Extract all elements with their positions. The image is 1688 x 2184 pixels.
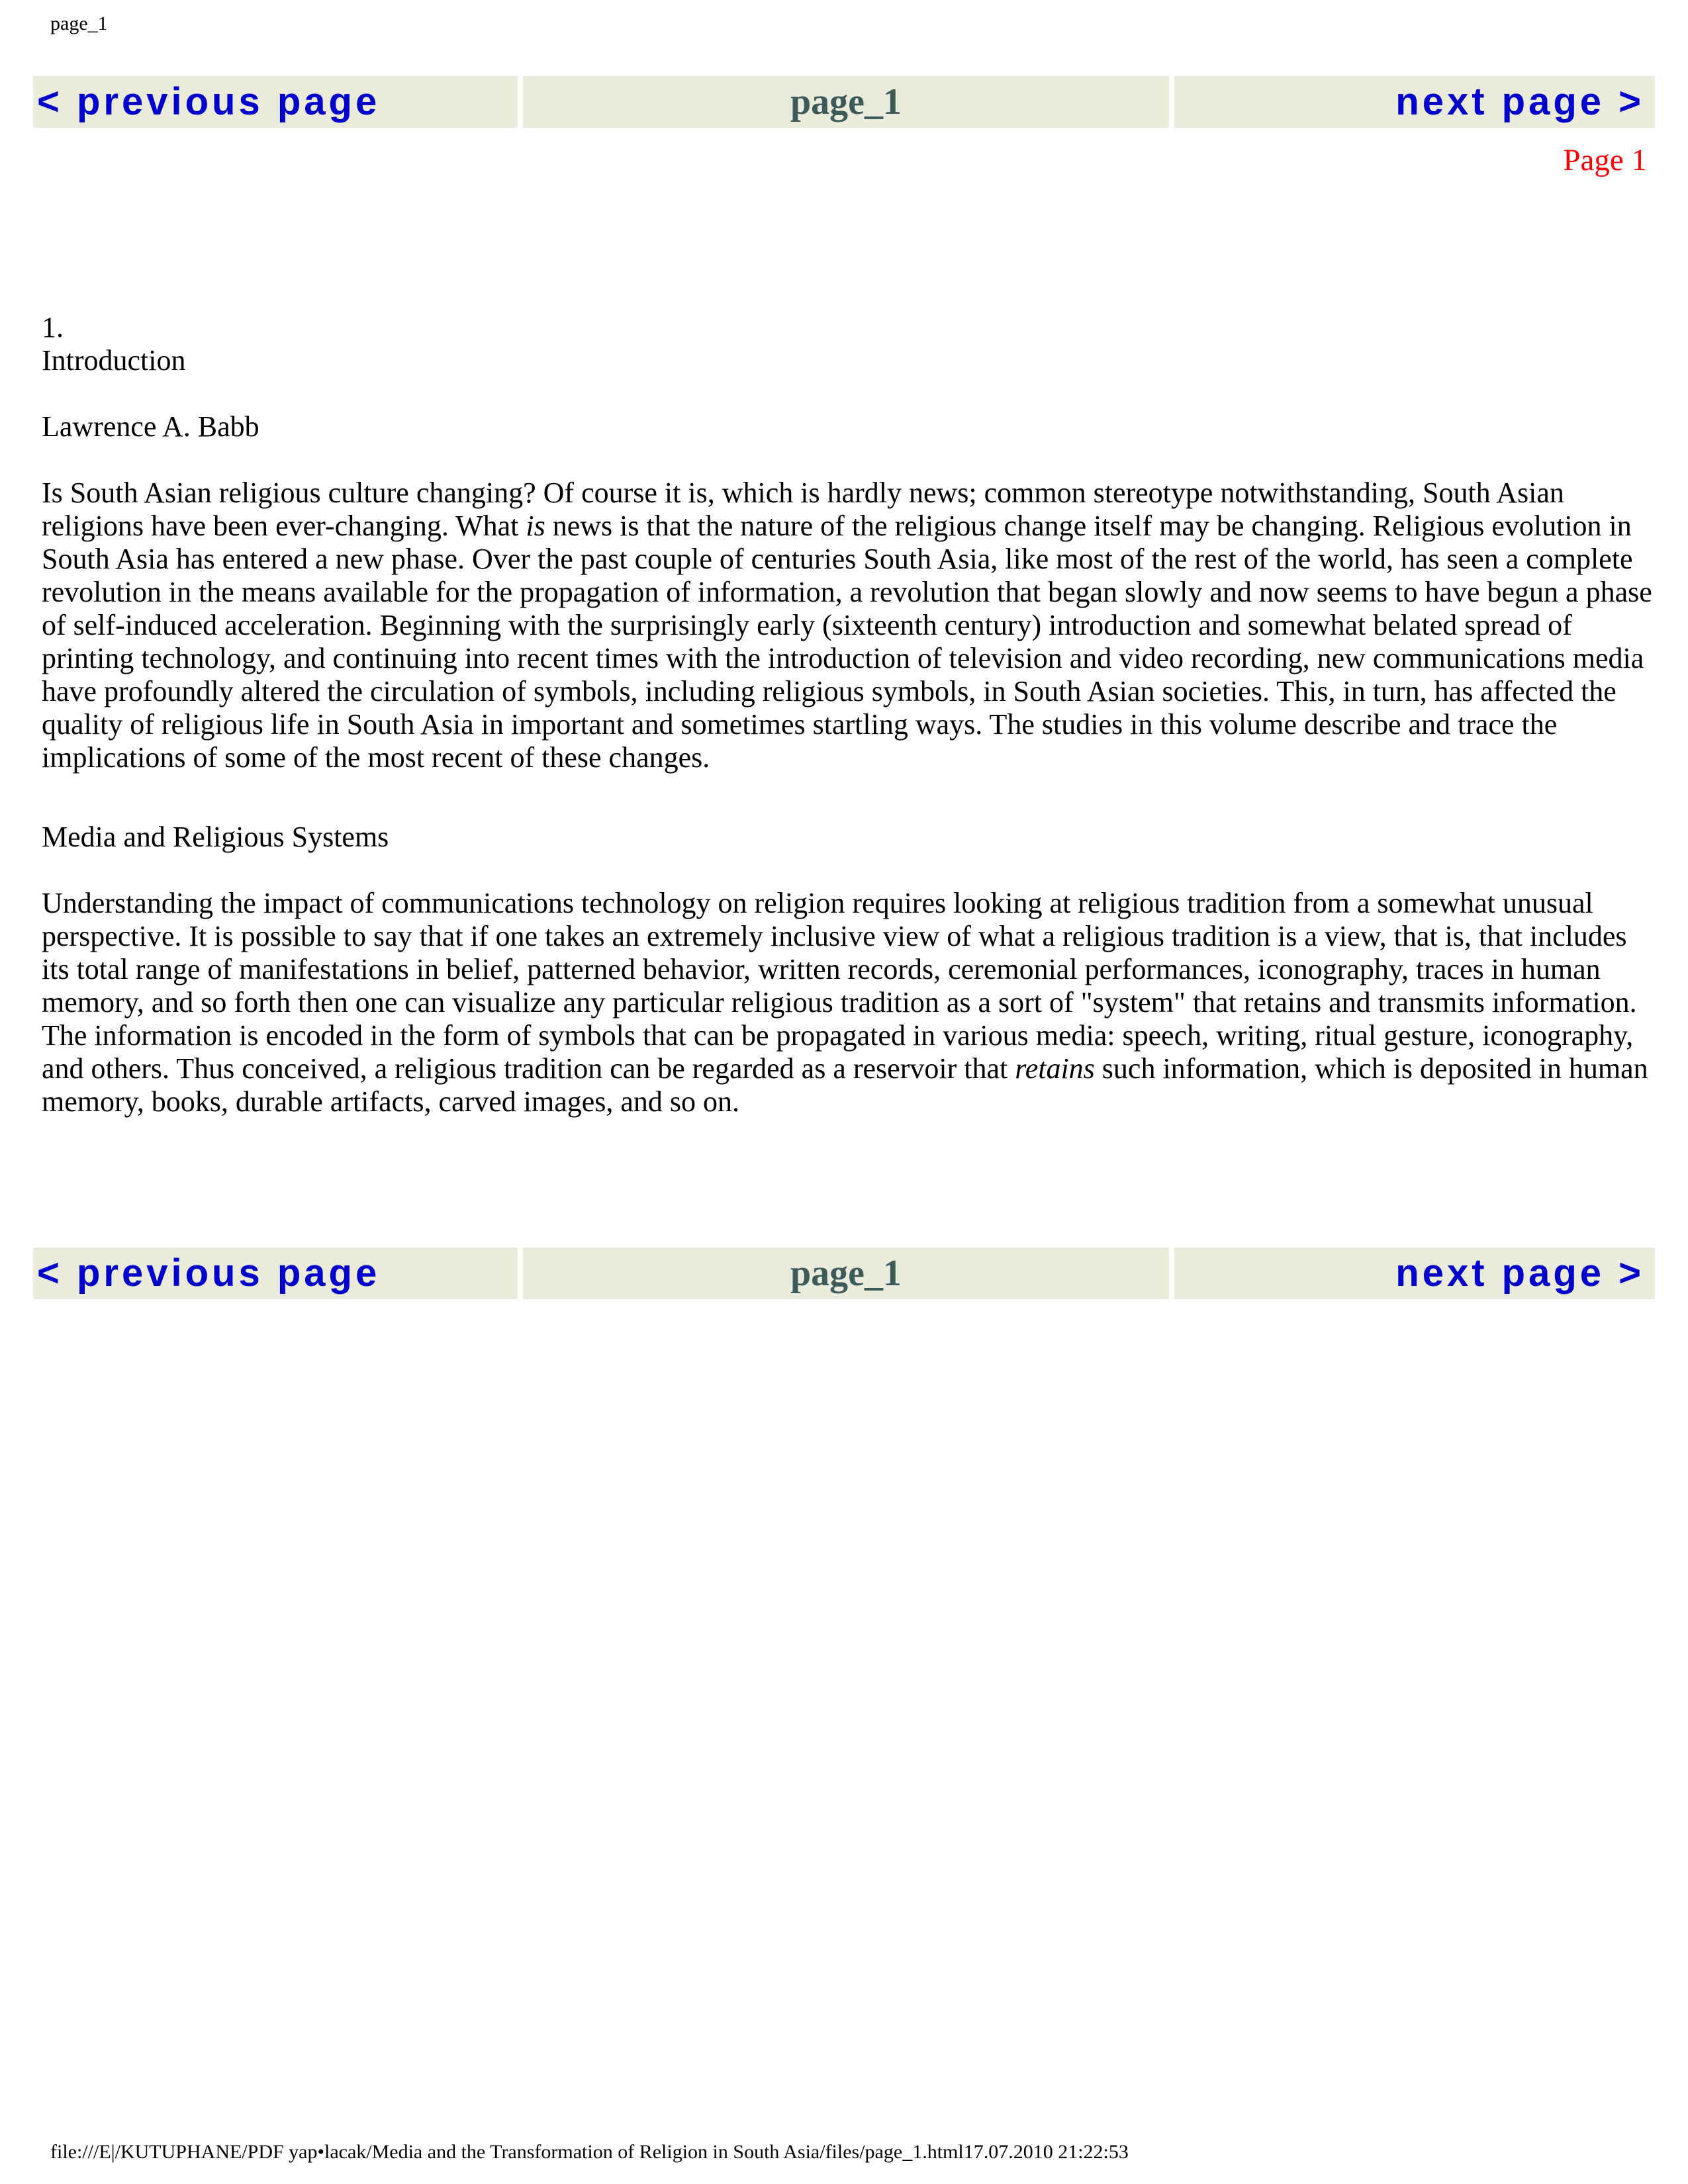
current-page-cell [523,76,1169,128]
paragraph-text: Understanding the impact of communications technology on religion requires looking at religious tradition from a somewhat unusual perspective. It is possible to say that if one takes an extremely inclusive view of what a religious tradition is a view, that is, that includes its total range of manifestations in belief, patterned behavior, written records, ceremonial performances, iconography, traces in human memory, and so forth then one can visualize any particular religious tradition as a sort of "system" that retains and transmits information. The information is encoded in the form of symbols that can be propagated in various media: speech, writing, ritual gesture, iconography, and others. Thus conceived, a religious tradition can be regarded as a reservoir that [42,887,1637,1085]
next-page-link[interactable]: next page > [1395,80,1644,123]
paragraph-text: Is South Asian religious culture changing? Of course it is, which is hardly news; common stereotype notwithstanding, South Asian religions have been ever-changing. What [42,477,1564,542]
top-navigation-bar [33,76,1655,128]
page-number-marker: Page 1 [1563,143,1647,177]
emphasis-text: retains [1015,1052,1095,1085]
section-heading: Media and Religious Systems [42,821,389,853]
chapter-author: Lawrence A. Babb [42,410,259,443]
browser-page-title: page_1 [50,13,108,34]
body-paragraph [42,477,1657,774]
next-page-link[interactable]: next page > [1395,1251,1644,1295]
previous-page-link[interactable]: < previous page [37,80,381,123]
bottom-navigation-bar [33,1248,1655,1299]
next-page-cell [1174,1248,1655,1299]
chapter-number: 1. [42,311,64,343]
current-page-label: page_1 [790,1253,902,1294]
previous-page-cell [33,76,518,128]
previous-page-cell [33,1248,518,1299]
chapter-title: Introduction [42,344,186,377]
previous-page-link[interactable]: < previous page [37,1251,381,1295]
paragraph-text: news is that the nature of the religious change itself may be changing. Religious evolution in South Asia has entered a new phase. Over the past couple of centuries South Asia, like most of the rest of the world, has seen a complete revolution in the means available for the propagation of information, a revolution that began slowly and now seems to have begun a phase of self-induced acceleration. Beginning with the surprisingly early (sixteenth century) introduction and somewhat belated spread of printing technology, and continuing into recent times with the introduction of television and video recording, new communications media have profoundly altered the circulation of symbols, including religious symbols, in South Asian societies. This, in turn, has affected the quality of religious life in South Asia in important and sometimes startling ways. The studies in this volume describe and trace the implications of some of the most recent of these changes. [42,510,1652,774]
emphasis-text: is [526,510,545,542]
paragraph-text: such information, which is deposited in human memory, books, durable artifacts, carved images, and so on. [42,1052,1648,1118]
current-page-label: page_1 [790,81,902,122]
document-body [42,311,1657,1118]
next-page-cell [1174,76,1655,128]
file-path-footer: file:///E|/KUTUPHANE/PDF yap•lacak/Media and the Transformation of Religion in South Asia/files/page_1.html17.07.2010 21:22:53 [50,2141,1129,2163]
body-paragraph [42,887,1657,1118]
current-page-cell [523,1248,1169,1299]
